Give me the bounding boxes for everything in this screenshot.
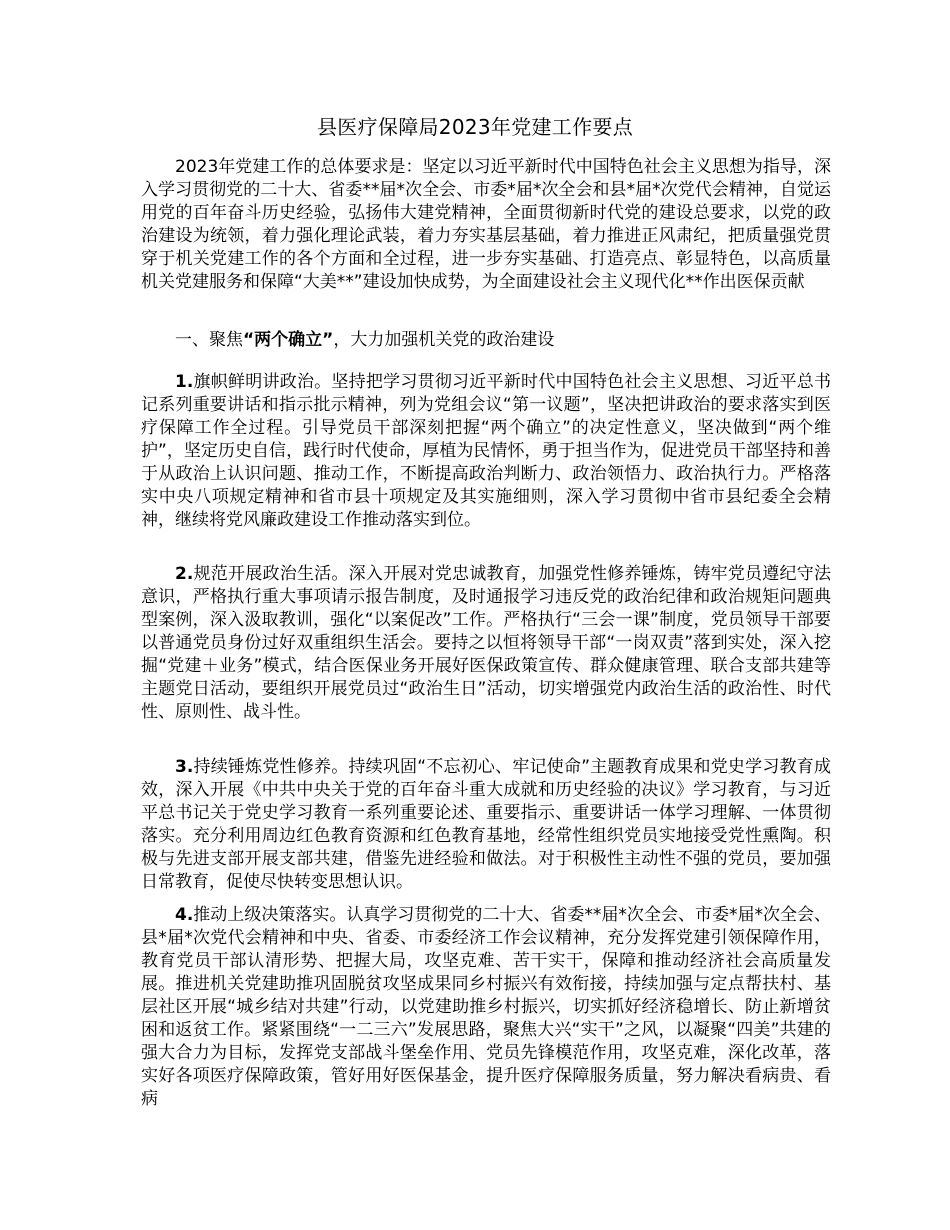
- item-number: 3.: [175, 757, 194, 777]
- item-paragraph-4: [141, 904, 831, 1111]
- item-paragraph-1: [141, 371, 831, 532]
- item-text: 推动上级决策落实。认真学习贯彻党的二十大、省委**届*次全会、市委*届*次全会、县*届*次党代会精神和中央、省委、市委经济工作会议精神，充分发挥党建引领保障作用，教育党员干部认清形势、把握大局，攻坚克难、苦干实干，保障和推动经济社会高质量发展。推进机关党建助推巩固脱贫攻坚成果同乡村振兴有效衔接，持续加强与定点帮扶村、基层社区开展“城乡结对共建”行动，以党建助推乡村振兴，切实抓好经济稳增长、防止新增贫困和返贫工作。紧紧围绕“一二三六”发展思路，聚焦大兴“实干”之风，以凝聚“四美”共建的强大合力为目标，发挥党支部战斗堡垒作用、党员先锋模范作用，攻坚克难，深化改革，落实好各项医疗保障政策，管好用好医保基金，提升医疗保障服务质量，努力解决看病贵、看病: [141, 905, 831, 1109]
- item-text: 持续锤炼党性修养。持续巩固“不忘初心、牢记使命”主题教育成果和党史学习教育成效，深入开展《中共中央关于党的百年奋斗重大成就和历史经验的决议》学习教育，与习近平总书记关于党史学习教育一系列重要论述、重要指示、重要讲话一体学习理解、一体贯彻落实。充分利用周边红色教育资源和红色教育基地，经常性组织党员实地接受党性熏陶。积极与先进支部开展支部共建，借鉴先进经验和做法。对于积极性主动性不强的党员，要加强日常教育，促使尽快转变思想认识。: [141, 757, 831, 892]
- section-heading-emphasis: “两个确立”: [243, 330, 334, 350]
- item-text: 旗帜鲜明讲政治。坚持把学习贯彻习近平新时代中国特色社会主义思想、习近平总书记系列重要讲话和指示批示精神，列为党组会议“第一议题”，坚决把讲政治的要求落实到医疗保障工作全过程。引导党员干部深刻把握“两个确立”的决定性意义，坚决做到“两个维护”，坚定历史自信，践行时代使命，厚植为民情怀，勇于担当作为，促进党员干部坚持和善于从政治上认识问题、推动工作，不断提高政治判断力、政治领悟力、政治执行力。严格落实中央八项规定精神和省市县十项规定及其实施细则，深入学习贯彻中省市县纪委全会精神，继续将党风廉政建设工作推动落实到位。: [141, 372, 831, 530]
- intro-paragraph: 2023年党建工作的总体要求是：坚定以习近平新时代中国特色社会主义思想为指导，深入学习贯彻党的二十大、省委**届*次全会、市委*届*次全会和县*届*次党代会精神，自觉运用党的百年奋斗历史经验，弘扬伟大建党精神，全面贯彻新时代党的建设总要求，以党的政治建设为统领，着力强化理论武装，着力夯实基层基础，着力推进正风肃纪，把质量强党贯穿于机关党建工作的各个方面和全过程，进一步夯实基础、打造亮点、彰显特色，以高质量机关党建服务和保障“大美**”建设加快成势，为全面建设社会主义现代化**作出医保贡献: [141, 157, 831, 292]
- item-paragraph-2: [141, 563, 831, 724]
- item-text: 规范开展政治生活。深入开展对党忠诚教育，加强党性修养锤炼，铸牢党员遵纪守法意识，严格执行重大事项请示报告制度，及时通报学习违反党的政治纪律和政治规矩问题典型案例，深入汲取教训，强化“以案促改”工作。严格执行“三会一课”制度，党员领导干部要以普通党员身份过好双重组织生活会。要持之以恒将领导干部“一岗双责”落到实处，深入挖掘“党建＋业务”模式，结合医保业务开展好医保政策宣传、群众健康管理、联合支部共建等主题党日活动，要组织开展党员过“政治生日”活动，切实增强党内政治生活的政治性、时代性、原则性、战斗性。: [141, 564, 831, 722]
- item-paragraph-3: [141, 756, 831, 894]
- section-heading-suffix: ，大力加强机关党的政治建设: [333, 330, 555, 350]
- item-number: 1.: [175, 372, 194, 392]
- item-number: 4.: [175, 905, 194, 925]
- section-heading-prefix: 一、聚焦: [175, 330, 243, 350]
- document-title: 县医疗保障局2023年党建工作要点: [317, 115, 633, 139]
- section-heading-1: [141, 329, 831, 352]
- item-number: 2.: [175, 564, 194, 584]
